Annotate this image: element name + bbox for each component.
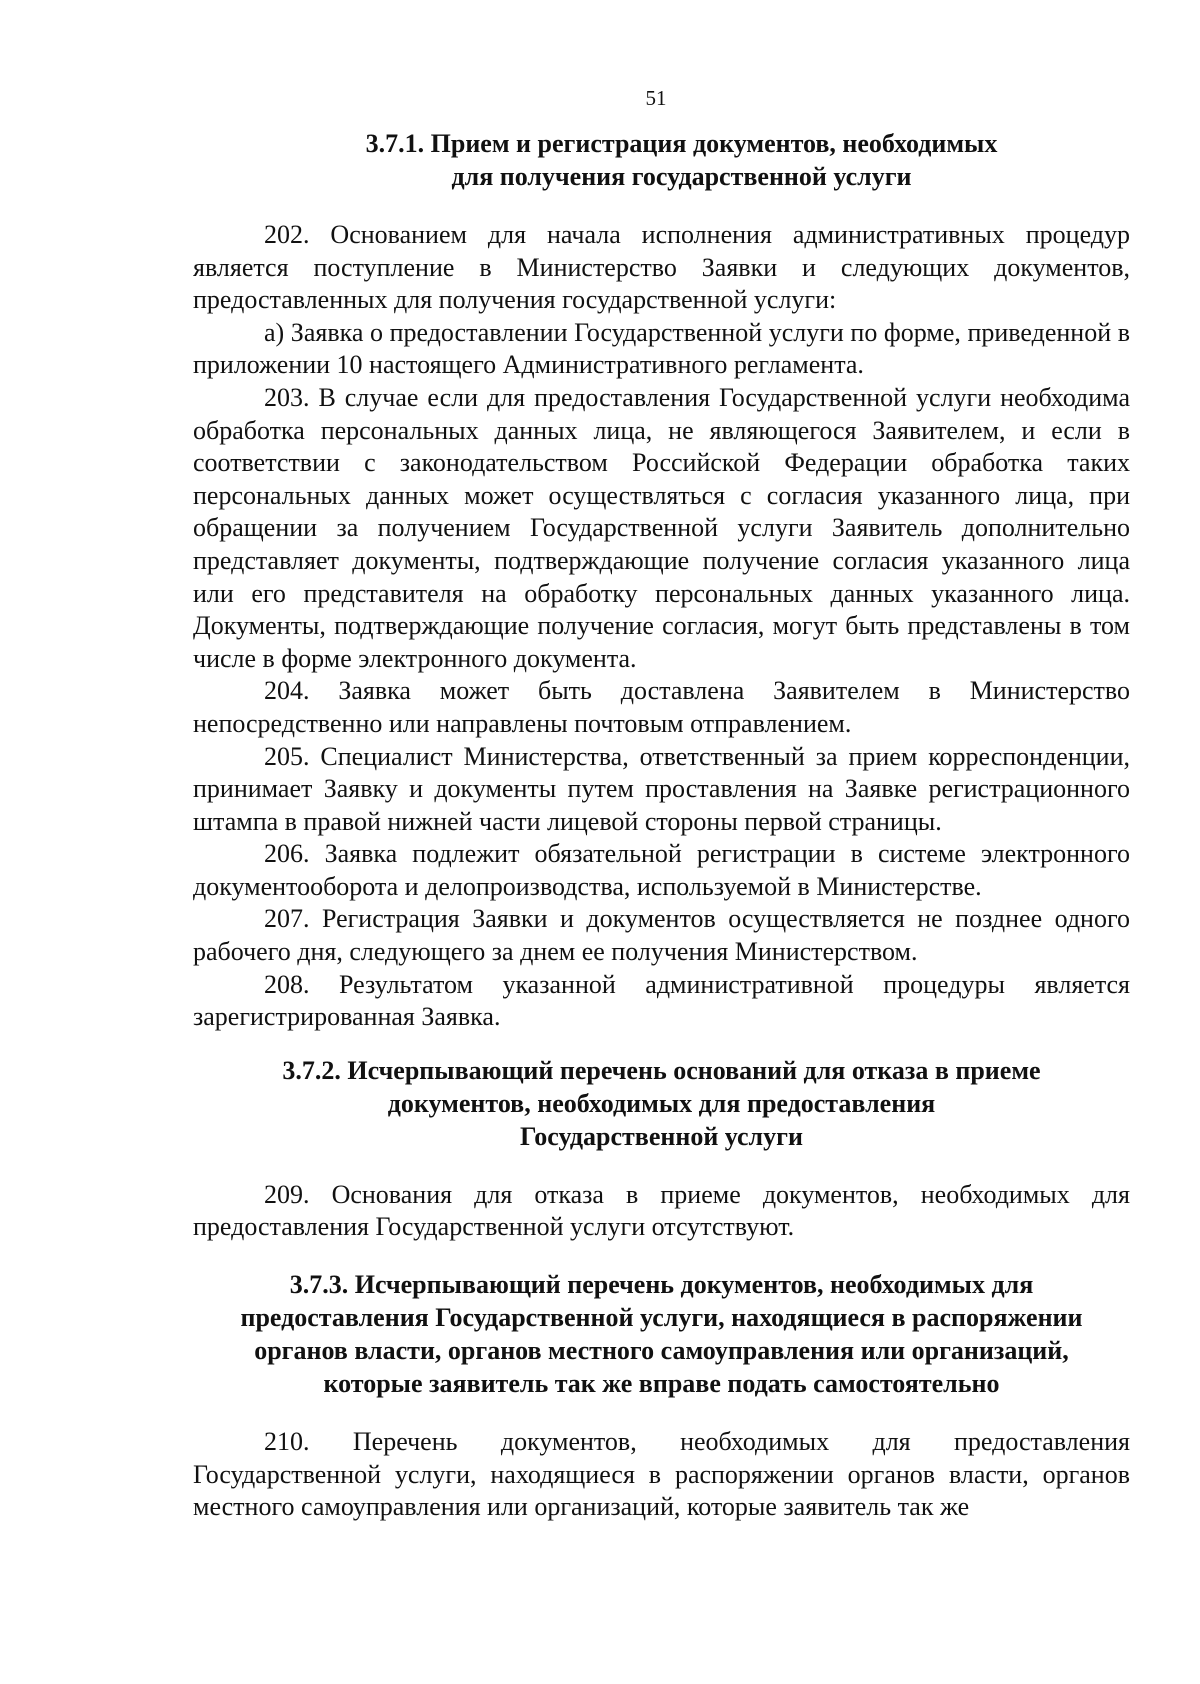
paragraph-208: 208. Результатом указанной административной процедуры является зарегистрированная Заявка. <box>193 969 1130 1032</box>
heading-line: предоставления Государственной услуги, находящиеся в распоряжении <box>240 1303 1083 1333</box>
paragraph-210: 210. Перечень документов, необходимых для предоставления Государственной услуги, находящиеся в распоряжении органов власти, органов местного самоуправления или организаций, которые заявитель так же <box>193 1427 1130 1522</box>
paragraph-202-a: а) Заявка о предоставлении Государственной услуги по форме, приведенной в приложении 10 настоящего Административного регламента. <box>193 317 1130 380</box>
paragraph-204: 204. Заявка может быть доставлена Заявителем в Министерство непосредственно или направлены почтовым отправлением. <box>193 676 1130 738</box>
paragraph-207: 207. Регистрация Заявки и документов осуществляется не позднее одного рабочего дня, следующего за днем ее получения Министерством. <box>193 904 1130 967</box>
heading-line: для получения государственной услуги <box>451 162 912 191</box>
page-number: 51 <box>645 86 667 110</box>
heading-line: органов власти, органов местного самоуправления или организаций, <box>254 1336 1069 1366</box>
document-body <box>193 127 1130 1524</box>
heading-line: 3.7.1. Прием и регистрация документов, необходимых <box>365 129 998 158</box>
paragraph-203: 203. В случае если для предоставления Государственной услуги необходима обработка персональных данных лица, не являющегося Заявителем, и если в соответствии с законодательством Российской Федерации обработка таких персональных данных может осуществляться с согласия указанного лица, при обращении за получением Государственной услуги Заявитель дополнительно представляет документы, подтверждающие получение согласия указанного лица или его представителя на обработку персональных данных указанного лица. Документы, подтверждающие получение согласия, могут быть представлены в том числе в форме электронного документа. <box>193 382 1130 673</box>
section-heading-3-7-3 <box>193 1268 1130 1400</box>
section-heading-3-7-2 <box>193 1054 1130 1153</box>
paragraph-206: 206. Заявка подлежит обязательной регистрации в системе электронного документооборота и делопроизводства, используемой в Министерстве. <box>193 839 1130 901</box>
paragraph-205: 205. Специалист Министерства, ответственный за прием корреспонденции, принимает Заявку и документы путем проставления на Заявке регистрационного штампа в правой нижней части лицевой стороны первой страницы. <box>193 741 1130 836</box>
heading-line: которые заявитель так же вправе подать самостоятельно <box>323 1369 1000 1399</box>
heading-line: 3.7.3. Исчерпывающий перечень документов, необходимых для <box>289 1270 1034 1300</box>
paragraph-202: 202. Основанием для начала исполнения административных процедур является поступление в Министерство Заявки и следующих документов, предоставленных для получения государственной услуги: <box>193 220 1130 315</box>
heading-line: Государственной услуги <box>520 1121 803 1151</box>
heading-line: 3.7.2. Исчерпывающий перечень оснований для отказа в приеме <box>282 1055 1041 1085</box>
heading-line: документов, необходимых для предоставления <box>387 1088 936 1118</box>
section-heading-3-7-1 <box>233 127 1130 193</box>
paragraph-209: 209. Основания для отказа в приеме документов, необходимых для предоставления Государственной услуги отсутствуют. <box>193 1179 1130 1242</box>
